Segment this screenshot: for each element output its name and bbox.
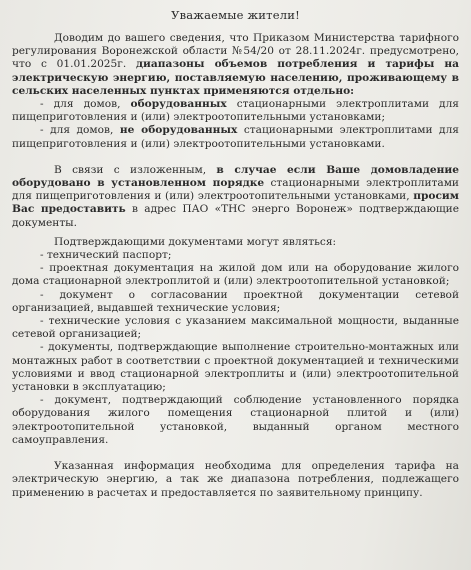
intro-paragraph <box>12 32 459 98</box>
item-suffix: стационарными электроплитами для пищеприготовления и (или) электроотопительными установками; <box>12 98 459 124</box>
item-bold: не оборудованных <box>119 124 238 137</box>
request-bold-text: просим Вас предоставить <box>12 190 459 216</box>
docs-heading: Подтверждающими документами могут являться: <box>54 235 337 248</box>
docs-item: - документ о согласовании проектной документации сетевой организацией, выдавшей технические условия; <box>12 288 459 314</box>
item-suffix: стационарными электроплитами для пищеприготовления и (или) электроотопительными установками. <box>12 124 459 150</box>
item-prefix: - для домов, <box>40 124 120 137</box>
docs-item: - проектная документация на жилой дом или на оборудование жилого дома стационарной электроплитой и (или) электроотопительной установкой; <box>12 262 459 288</box>
request-text: в адрес ПАО «ТНС энерго Воронеж» подтверждающие документы. <box>12 203 459 229</box>
item-prefix: - для домов, <box>40 98 131 111</box>
closing-paragraph: Указанная информация необходима для определения тарифа на электрическую энергию, а так же диапазона потребления, подлежащего применению в расчетах и предоставляется по заявительному принципу. <box>12 460 459 499</box>
docs-item: - документ, подтверждающий соблюдение установленного порядка оборудования жилого помещения стационарной плитой и (или) электроотопительной установкой, выданный органом местного самоуправления. <box>12 394 459 446</box>
intro-bold-text: диапазоны объемов потребления и тарифы на электрическую энергию, поставляемую населению, проживающему в сельских населенных пунктах применяются отдельно: <box>12 58 459 97</box>
request-bold-text: в случае если Ваше домовладение оборудовано в установленном порядке <box>12 163 459 190</box>
intro-item-not-equipped <box>12 124 459 150</box>
item-bold: оборудованных <box>130 98 227 111</box>
docs-item: - технический паспорт; <box>40 249 172 262</box>
spacer <box>12 151 459 164</box>
request-text: стационарными электроплитами для пищеприготовления и (или) электроотопительными установками, <box>12 177 459 203</box>
spacer <box>12 447 459 460</box>
intro-text: Доводим до вашего сведения, что Приказом Министерства тарифного регулирования Воронежской области №54/20 от 28.11.2024г. предусмотрено, что с 01.01.2025г. <box>12 32 459 71</box>
docs-item: - технические условия с указанием максимальной мощности, выданные сетевой организацией; <box>12 315 459 341</box>
request-paragraph <box>12 164 459 230</box>
request-text: В связи с изложенным, <box>54 163 217 176</box>
intro-item-equipped <box>12 98 459 124</box>
notice-title: Уважаемые жители! <box>171 8 300 22</box>
docs-item: - документы, подтверждающие выполнение строительно-монтажных или монтажных работ в соответствии с проектной документацией и техническими условиями и ввод стационарной электроплиты и (или) электроотопительной установки в эксплуатацию; <box>12 341 459 394</box>
